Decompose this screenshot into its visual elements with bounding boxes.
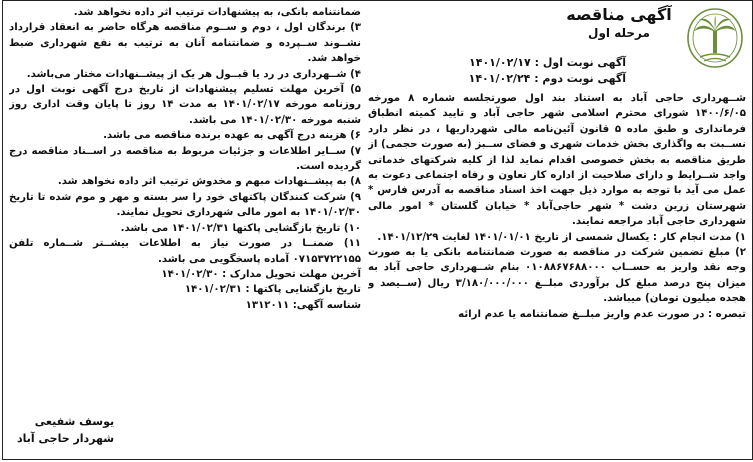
notice-title: آگهی مناقصه — [566, 5, 672, 24]
publication-dates — [469, 55, 626, 87]
right-column — [368, 5, 746, 457]
notice-stage: مرحله اول — [588, 26, 650, 40]
item-7: ۷) ســایر اطلاعات و جزئیات مربوط به مناقصه در اســناد مناقصه درج گردیده است. — [9, 145, 361, 173]
item-5: ۵) آخرین مهلت تسلیم پیشنهادات از تاریخ درج آگهی نوبت اول در روزنامه مورخه ۱۴۰۱/۰۲/۱۷ به مدت ۱۴ روز تا پایان وقت اداری روز شنبه مورخه ۱۴۰۱/۰۲/۳۰ می باشد. — [9, 84, 361, 126]
first-notice-date: آگهی نوبت اول : ۱۴۰۱/۰۲/۱۷ — [469, 56, 626, 69]
left-column — [9, 5, 361, 457]
item-2: ۲) مبلغ تضمین شرکت در مناقصه به صورت ضمانتنامه بانکی یا به صورت وجه نقد واریز به حســاب ۰۱۰۸۸۶۷۶۸۸۰۰۰ بنام شــهرداری حاجی آباد به میزان پنج درصد مبلغ کل برآوردی مبلــغ ۳/۱۸۰/۰۰۰/۰۰۰ ریال (ســیصد و هجده میلیون تومان) میباشد. — [368, 247, 746, 305]
deadline-line: آخرین مهلت تحویل مدارک : ۱۴۰۱/۰۲/۳۰ — [161, 268, 361, 280]
item-3: ۳) برندگان اول ، دوم و ســوم مناقصه هرگاه حاضر به انعقاد قرارداد نشــوند ســپرده و ضمانتنامه آنان به ترتیب به نفع شهرداری ضبط خواهد شد. — [9, 22, 361, 65]
item-8: ۸) به پیشــنهادات مبهم و مخدوش ترتیب اثر داده نخواهد شد. — [57, 176, 361, 188]
item-1: ۱) مدت انجام کار : یکسال شمسی از تاریخ ۱۴۰۱/۰۱/۰۱ لغایت ۱۴۰۱/۱۲/۲۹. — [377, 231, 746, 243]
tender-notice — [2, 0, 753, 460]
signer-name: یوسف شفیعی — [34, 415, 115, 428]
note-paragraph: تبصره : در صورت عدم واریز مبلــغ ضمانتنامه یا عدم ارائه — [458, 308, 746, 320]
item-4: ۴) شــهرداری در رد یا قبــول هر یک از پیشــنهادات مختار می‌باشد. — [26, 68, 361, 80]
title-block — [554, 5, 684, 41]
signature-block — [17, 413, 114, 447]
intro-paragraph: شــهرداری حاجی آباد به استناد بند اول صورتجلسه شماره ۸ مورخه ۱۴۰۰/۶/۰۵ شورای محترم اسلامی شهر حاجی آباد و تایید کمیته انطباق فرمانداری و طبق ماده ۵ قانون آئین‌نامه مالی شهرداریها ، در نظر دارد نســبت به واگذاری بخش خدمات شهری و فضای ســبز (به صورت حجمی) از طریق مناقصه به بخش خصوصی اقدام نماید لذا از کلیه شرکتهای خدماتی واجد شــرایط و دارای صلاحیت از اداره کار تعاون و رفاه اجتماعی دعوت به عمل می آید با توجه به موارد ذیل جهت اخذ اسناد مناقصه به آدرس فارس * شهرستان زرین دشت * شهر حاجی‌آباد * خیابان گلستان * امور مالی شهرداری حاجی آباد مراجعه نمایند. — [368, 93, 746, 228]
item-11: ۱۱) ضمنــا در صورت نیاز به اطلاعات بیشــتر شــماره تلفن ۰۷۱۵۳۷۲۲۱۵۵ آماده پاسخگویی می باشد. — [9, 238, 361, 265]
item-9: ۹) شرکت کنندگان پاکتهای خود را سر بسته و مهر و موم شده تا تاریخ ۱۴۰۱/۰۲/۳۰ به امور مالی شهرداری تحویل نمایند. — [9, 191, 361, 219]
notice-header — [368, 5, 746, 91]
municipality-emblem-icon — [686, 7, 744, 69]
second-notice-date: آگهی نوبت دوم : ۱۴۰۱/۰۲/۲۴ — [468, 72, 626, 85]
right-body — [368, 91, 746, 322]
note-continuation: ضمانتنامه بانکی، به پیشنهادات ترتیب اثر داده نخواهد شد. — [73, 7, 361, 18]
notice-id: شناسه آگهی: ۱۳۱۲۰۱۱ — [245, 299, 361, 311]
signer-title: شهردار حاجی آباد — [17, 432, 115, 445]
item-10: ۱۰) تاریخ بازگشایی پاکتها ۱۴۰۱/۰۲/۳۱ می باشد. — [120, 222, 361, 234]
item-6: ۶) هزینه درج آگهی به عهده برنده مناقصه می باشد. — [103, 130, 361, 142]
left-body — [9, 5, 361, 313]
opening-line: تاریخ بازگشایی پاکتها : ۱۴۰۱/۰۲/۳۱ — [184, 284, 361, 296]
